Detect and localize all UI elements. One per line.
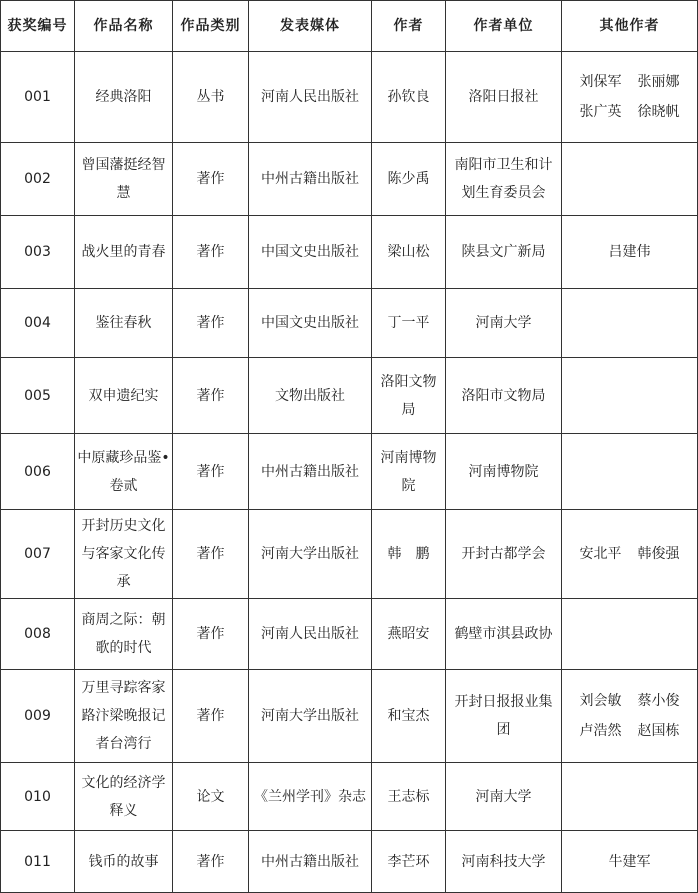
cell-work-category: 著作 <box>173 358 249 434</box>
other-author-name: 韩俊强 <box>637 546 680 562</box>
cell-award-number: 003 <box>1 216 75 289</box>
cell-work-category: 著作 <box>173 434 249 510</box>
cell-author-unit: 洛阳日报社 <box>446 52 562 143</box>
cell-work-category: 著作 <box>173 289 249 358</box>
cell-work-title: 鉴往春秋 <box>75 289 173 358</box>
cell-publisher: 河南人民出版社 <box>249 599 372 670</box>
cell-work-title: 双申遗纪实 <box>75 358 173 434</box>
cell-other-authors <box>562 599 698 670</box>
table-body <box>1 52 698 893</box>
cell-other-authors <box>562 831 698 893</box>
cell-work-category: 著作 <box>173 510 249 599</box>
cell-author: 王志标 <box>372 763 446 831</box>
cell-publisher: 河南大学出版社 <box>249 510 372 599</box>
cell-award-number: 011 <box>1 831 75 893</box>
cell-other-authors <box>562 510 698 599</box>
cell-work-title: 钱币的故事 <box>75 831 173 893</box>
cell-work-title: 经典洛阳 <box>75 52 173 143</box>
cell-work-category: 论文 <box>173 763 249 831</box>
table-row <box>1 670 698 763</box>
cell-author: 燕昭安 <box>372 599 446 670</box>
cell-author: 韩 鹏 <box>372 510 446 599</box>
cell-publisher: 河南大学出版社 <box>249 670 372 763</box>
header-work-title: 作品名称 <box>75 1 173 52</box>
cell-author-unit: 河南大学 <box>446 763 562 831</box>
cell-work-title: 文化的经济学释义 <box>75 763 173 831</box>
header-row <box>1 1 698 52</box>
table-row <box>1 358 698 434</box>
cell-work-category: 著作 <box>173 670 249 763</box>
cell-publisher: 中州古籍出版社 <box>249 143 372 216</box>
cell-other-authors <box>562 434 698 510</box>
other-author-name: 张广英 <box>579 104 622 120</box>
table-row <box>1 52 698 143</box>
header-award-number: 获奖编号 <box>1 1 75 52</box>
cell-other-authors <box>562 143 698 216</box>
other-author-name: 徐晓帆 <box>637 104 680 120</box>
table-row <box>1 599 698 670</box>
other-author-name: 吕建伟 <box>608 244 651 260</box>
table-row <box>1 510 698 599</box>
cell-author-unit: 开封古都学会 <box>446 510 562 599</box>
other-author-name: 牛建军 <box>608 853 651 870</box>
cell-award-number: 008 <box>1 599 75 670</box>
cell-other-authors <box>562 358 698 434</box>
cell-other-authors <box>562 763 698 831</box>
cell-award-number: 007 <box>1 510 75 599</box>
cell-publisher: 《兰州学刊》杂志 <box>249 763 372 831</box>
cell-author: 李芒环 <box>372 831 446 893</box>
cell-award-number: 006 <box>1 434 75 510</box>
other-author-name: 卢浩然 <box>579 723 622 739</box>
table-row <box>1 763 698 831</box>
cell-publisher: 中国文史出版社 <box>249 289 372 358</box>
cell-author: 孙钦良 <box>372 52 446 143</box>
cell-publisher: 文物出版社 <box>249 358 372 434</box>
table-row <box>1 289 698 358</box>
cell-work-title: 中原藏珍品鉴•卷贰 <box>75 434 173 510</box>
cell-author-unit: 开封日报报业集团 <box>446 670 562 763</box>
cell-work-category: 丛书 <box>173 52 249 143</box>
other-author-name: 安北平 <box>579 546 622 562</box>
other-author-name: 赵国栋 <box>637 723 680 739</box>
cell-work-category: 著作 <box>173 599 249 670</box>
other-author-name: 刘会敏 <box>579 693 622 709</box>
other-author-name: 张丽娜 <box>637 74 680 90</box>
cell-author-unit: 河南博物院 <box>446 434 562 510</box>
cell-author-unit: 河南科技大学 <box>446 831 562 893</box>
cell-award-number: 009 <box>1 670 75 763</box>
cell-publisher: 中州古籍出版社 <box>249 831 372 893</box>
header-other-authors: 其他作者 <box>562 1 698 52</box>
table-row <box>1 434 698 510</box>
cell-author-unit: 南阳市卫生和计划生育委员会 <box>446 143 562 216</box>
cell-author: 河南博物院 <box>372 434 446 510</box>
header-work-category: 作品类别 <box>173 1 249 52</box>
cell-other-authors <box>562 52 698 143</box>
cell-award-number: 004 <box>1 289 75 358</box>
cell-author-unit: 鹤壁市淇县政协 <box>446 599 562 670</box>
table-row <box>1 216 698 289</box>
cell-author-unit: 洛阳市文物局 <box>446 358 562 434</box>
header-publisher: 发表媒体 <box>249 1 372 52</box>
cell-work-category: 著作 <box>173 216 249 289</box>
table-row <box>1 831 698 893</box>
cell-author: 洛阳文物局 <box>372 358 446 434</box>
cell-work-title: 商周之际：朝歌的时代 <box>75 599 173 670</box>
cell-author: 梁山松 <box>372 216 446 289</box>
cell-publisher: 河南人民出版社 <box>249 52 372 143</box>
other-author-name: 刘保军 <box>579 74 622 90</box>
cell-author: 和宝杰 <box>372 670 446 763</box>
cell-other-authors <box>562 670 698 763</box>
cell-author: 丁一平 <box>372 289 446 358</box>
cell-author-unit: 河南大学 <box>446 289 562 358</box>
cell-publisher: 中国文史出版社 <box>249 216 372 289</box>
cell-work-category: 著作 <box>173 143 249 216</box>
cell-award-number: 005 <box>1 358 75 434</box>
cell-publisher: 中州古籍出版社 <box>249 434 372 510</box>
cell-other-authors <box>562 216 698 289</box>
cell-work-category: 著作 <box>173 831 249 893</box>
cell-work-title: 开封历史文化与客家文化传承 <box>75 510 173 599</box>
cell-award-number: 001 <box>1 52 75 143</box>
cell-work-title: 战火里的青春 <box>75 216 173 289</box>
cell-author: 陈少禹 <box>372 143 446 216</box>
cell-award-number: 002 <box>1 143 75 216</box>
cell-award-number: 010 <box>1 763 75 831</box>
cell-other-authors <box>562 289 698 358</box>
other-author-name: 蔡小俊 <box>637 693 680 709</box>
cell-work-title: 万里寻踪客家路汴梁晚报记者台湾行 <box>75 670 173 763</box>
header-author: 作者 <box>372 1 446 52</box>
cell-work-title: 曾国藩挺经智慧 <box>75 143 173 216</box>
table-row <box>1 143 698 216</box>
header-author-unit: 作者单位 <box>446 1 562 52</box>
cell-author-unit: 陕县文广新局 <box>446 216 562 289</box>
